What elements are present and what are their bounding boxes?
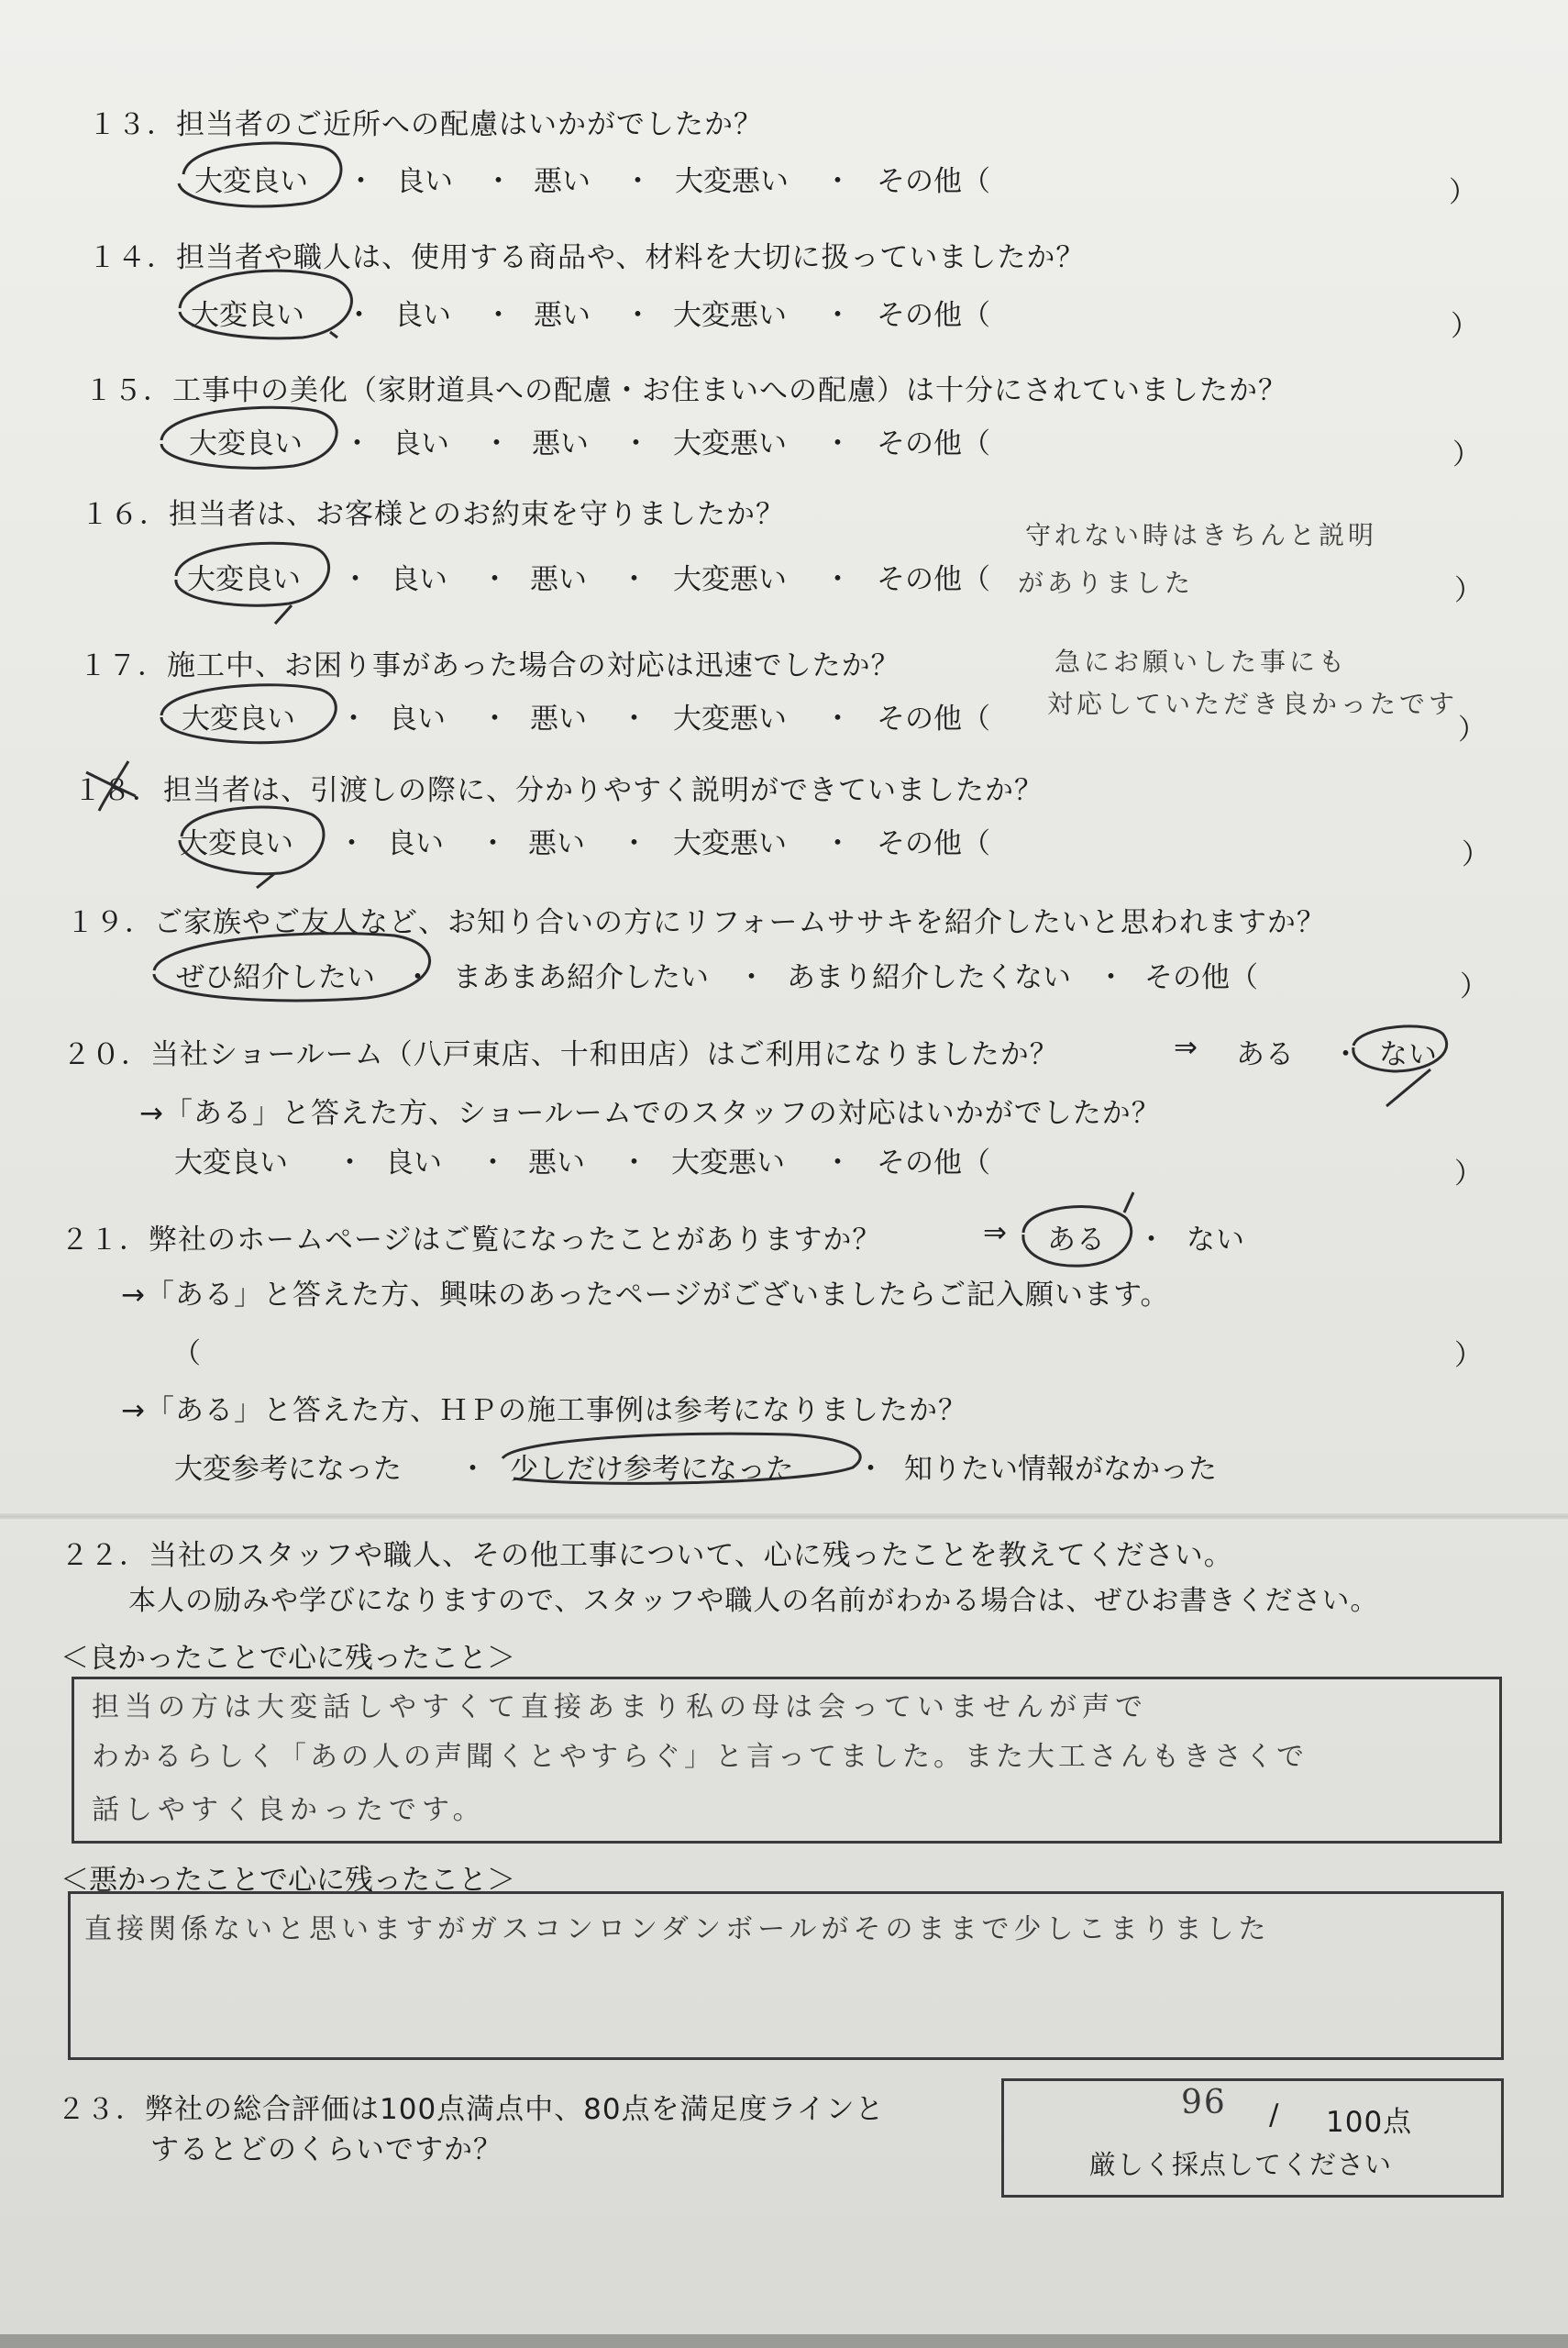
question-22: ２２．当社のスタッフや職人、その他工事について、心に残ったことを教えてください。 xyxy=(61,1539,1233,1572)
q14-opt-good[interactable]: 良い xyxy=(394,299,451,332)
dot: ・ xyxy=(737,961,766,994)
dot: ・ xyxy=(343,427,371,460)
question-17: １７．施工中、お困り事があった場合の対応は迅速でしたか？ xyxy=(79,649,900,682)
question-20: ２０．当社ショールーム（八戸東店、十和田店）はご利用になりましたか？ xyxy=(62,1038,1059,1071)
q16-opt-good[interactable]: 良い xyxy=(391,563,447,596)
dot: ・ xyxy=(1331,1038,1361,1071)
dot: ・ xyxy=(622,427,650,460)
q15-opt-good[interactable]: 良い xyxy=(392,427,449,460)
good-comment-line2: わかるらしく「あの人の声聞くとやすらぐ」と言ってました。また大工さんもきさくで xyxy=(92,1741,1308,1773)
q20-arrow: ⇒ xyxy=(1174,1031,1198,1064)
dot: ・ xyxy=(479,827,507,860)
q19-opt-3[interactable]: あまり紹介したくない xyxy=(787,961,1071,994)
q13-opt-very-good[interactable]: 大変良い xyxy=(194,165,308,198)
q16-comment-line2: がありました xyxy=(1018,568,1195,598)
paren-close: ） xyxy=(1454,574,1483,607)
selection-circle xyxy=(161,407,337,468)
q20-sub-question: →「ある」と答えた方、ショールームでのスタッフの対応はいかがでしたか？ xyxy=(139,1097,1161,1130)
dot: ・ xyxy=(337,827,366,860)
q14-opt-other[interactable]: その他（ xyxy=(877,299,990,332)
paren-close: ） xyxy=(1452,438,1481,471)
paren-close: ） xyxy=(1454,1157,1483,1191)
dot: ・ xyxy=(856,1453,885,1486)
dot: ・ xyxy=(479,1146,507,1180)
q21-arrow: ⇒ xyxy=(983,1216,1008,1249)
dot: ・ xyxy=(620,1146,648,1180)
q17-comment-line1: 急にお願いした事にも xyxy=(1055,647,1349,677)
q13-opt-other[interactable]: その他（ xyxy=(877,165,990,198)
q19-opt-2[interactable]: まあまあ紹介したい xyxy=(453,961,709,994)
selection-circle xyxy=(180,271,351,338)
q19-opt-1[interactable]: ぜひ紹介したい xyxy=(176,961,375,994)
paren-close: ） xyxy=(1454,1339,1483,1372)
dot: ・ xyxy=(484,299,513,332)
question-23-line1: ２３．弊社の総合評価は100点満点中、80点を満足度ラインと xyxy=(57,2093,885,2126)
dot: ・ xyxy=(347,165,375,198)
bad-comment-line1: 直接関係ないと思いますがガスコンロンダンボールがそのままで少しこまりました xyxy=(84,1913,1271,1945)
q18-opt-bad[interactable]: 悪い xyxy=(528,827,585,860)
paren-close: ） xyxy=(1451,310,1479,343)
q13-opt-good[interactable]: 良い xyxy=(396,165,453,198)
q21-opt-2[interactable]: 少しだけ参考になった xyxy=(510,1453,794,1486)
dot: ・ xyxy=(620,563,648,596)
dot: ・ xyxy=(823,563,852,596)
dot: ・ xyxy=(823,427,852,460)
dot: ・ xyxy=(1097,961,1125,994)
paren-close: ） xyxy=(1449,176,1477,209)
question-13: １３．担当者のご近所への配慮はいかがでしたか？ xyxy=(88,108,763,141)
q18-opt-good[interactable]: 良い xyxy=(387,827,444,860)
dot: ・ xyxy=(620,827,648,860)
dot: ・ xyxy=(458,1453,487,1486)
q13-opt-bad[interactable]: 悪い xyxy=(534,165,591,198)
score-slash: / xyxy=(1269,2099,1280,2132)
q18-opt-very-good[interactable]: 大変良い xyxy=(180,827,293,860)
q17-opt-very-bad[interactable]: 大変悪い xyxy=(673,703,787,736)
q18-opt-other[interactable]: その他（ xyxy=(877,827,990,860)
dot: ・ xyxy=(480,563,509,596)
dot: ・ xyxy=(620,703,648,736)
q17-opt-bad[interactable]: 悪い xyxy=(530,703,587,736)
paren-close: ） xyxy=(1460,970,1488,1003)
q15-opt-bad[interactable]: 悪い xyxy=(532,427,589,460)
q20-opt-yes[interactable]: ある xyxy=(1236,1038,1295,1071)
q15-opt-other[interactable]: その他（ xyxy=(877,427,990,460)
selection-circle xyxy=(176,543,329,624)
dot: ・ xyxy=(823,827,852,860)
selection-circle xyxy=(180,807,324,888)
paren-close: ） xyxy=(1458,714,1486,747)
question-18-number: １８． xyxy=(73,774,161,807)
q20-opt-other[interactable]: その他（ xyxy=(877,1146,990,1180)
scribble xyxy=(86,761,136,811)
dot: ・ xyxy=(624,165,652,198)
dot: ・ xyxy=(480,703,509,736)
q16-opt-very-good[interactable]: 大変良い xyxy=(187,563,301,596)
question-22-note: 本人の励みや学びになりますので、スタッフや職人の名前がわかる場合は、ぜひお書きください。 xyxy=(128,1585,1379,1617)
paren-open: （ xyxy=(172,1337,202,1370)
q21-sub-question-2: →「ある」と答えた方、ＨＰの施工事例は参考になりましたか？ xyxy=(121,1394,967,1427)
dot: ・ xyxy=(823,1146,852,1180)
q21-opt-yes[interactable]: ある xyxy=(1047,1224,1106,1257)
dot: ・ xyxy=(823,703,852,736)
q20-opt-very-bad[interactable]: 大変悪い xyxy=(671,1146,785,1180)
dot: ・ xyxy=(403,961,432,994)
good-comment-line1: 担当の方は大変話しやすくて直接あまり私の母は会っていませんが声で xyxy=(92,1691,1148,1723)
dot: ・ xyxy=(823,299,852,332)
dot: ・ xyxy=(482,427,511,460)
q19-opt-4[interactable]: その他（ xyxy=(1144,961,1258,994)
paren-close: ） xyxy=(1462,838,1490,871)
q17-opt-other[interactable]: その他（ xyxy=(877,703,990,736)
q21-opt-no[interactable]: ない xyxy=(1187,1224,1245,1257)
score-max: 100点 xyxy=(1326,2106,1413,2139)
dot: ・ xyxy=(1137,1224,1166,1257)
question-21: ２１．弊社のホームページはご覧になったことがありますか？ xyxy=(61,1224,882,1257)
q21-opt-3[interactable]: 知りたい情報がなかった xyxy=(904,1453,1217,1486)
q20-opt-no[interactable]: ない xyxy=(1379,1038,1438,1071)
dot: ・ xyxy=(341,563,370,596)
q14-opt-bad[interactable]: 悪い xyxy=(534,299,591,332)
question-16: １６．担当者は、お客様とのお約束を守りましたか？ xyxy=(81,498,785,531)
dot: ・ xyxy=(336,1146,364,1180)
q14-opt-very-good[interactable]: 大変良い xyxy=(191,299,304,332)
question-18: 担当者は、引渡しの際に、分かりやすく説明ができていましたか？ xyxy=(163,774,1043,807)
bad-heading: ＜悪かったことで心に残ったこと＞ xyxy=(61,1864,515,1897)
score-note: 厳しく採点してください xyxy=(1089,2149,1393,2180)
q13-opt-very-bad[interactable]: 大変悪い xyxy=(675,165,789,198)
q17-opt-very-good[interactable]: 大変良い xyxy=(182,703,295,736)
selection-circle xyxy=(502,1434,860,1483)
good-heading: ＜良かったことで心に残ったこと＞ xyxy=(61,1642,515,1675)
selection-circle xyxy=(161,685,336,743)
q20-opt-very-good[interactable]: 大変良い xyxy=(174,1146,288,1180)
q16-opt-bad[interactable]: 悪い xyxy=(530,563,587,596)
good-comment-line3: 話しやすく良かったです。 xyxy=(92,1794,486,1826)
q15-opt-very-bad[interactable]: 大変悪い xyxy=(673,427,787,460)
q20-opt-bad[interactable]: 悪い xyxy=(528,1146,585,1180)
dot: ・ xyxy=(624,299,652,332)
q21-opt-1[interactable]: 大変参考になった xyxy=(174,1453,402,1486)
question-14: １４．担当者や職人は、使用する商品や、材料を大切に扱っていましたか？ xyxy=(88,241,1086,274)
q17-opt-good[interactable]: 良い xyxy=(389,703,446,736)
question-19: １９．ご家族やご友人など、お知り合いの方にリフォームササキを紹介したいと思われますか？ xyxy=(66,906,1326,939)
q14-opt-very-bad[interactable]: 大変悪い xyxy=(673,299,787,332)
q21-sub-question-1: →「ある」と答えた方、興味のあったページがございましたらご記入願います。 xyxy=(121,1279,1170,1312)
question-15: １５．工事中の美化（家財道具への配慮・お住まいへの配慮）は十分にされていましたか？ xyxy=(84,374,1287,407)
q20-opt-good[interactable]: 良い xyxy=(385,1146,442,1180)
selection-circle xyxy=(179,143,341,206)
q16-comment-line1: 守れない時はきちんと説明 xyxy=(1025,520,1378,550)
question-23-line2: するとどのくらいですか？ xyxy=(150,2133,502,2166)
q15-opt-very-good[interactable]: 大変良い xyxy=(189,427,303,460)
selection-circle xyxy=(1023,1192,1133,1266)
selection-circle xyxy=(1353,1026,1447,1106)
q16-opt-very-bad[interactable]: 大変悪い xyxy=(673,563,787,596)
q16-opt-other[interactable]: その他（ xyxy=(877,563,990,596)
dot: ・ xyxy=(823,165,852,198)
q18-opt-very-bad[interactable]: 大変悪い xyxy=(673,827,787,860)
dot: ・ xyxy=(484,165,513,198)
q17-comment-line2: 対応していただき良かったです xyxy=(1047,689,1459,719)
selection-circle xyxy=(154,934,430,1001)
dot: ・ xyxy=(339,703,368,736)
score-value: 96 xyxy=(1181,2084,1227,2121)
dot: ・ xyxy=(345,299,373,332)
